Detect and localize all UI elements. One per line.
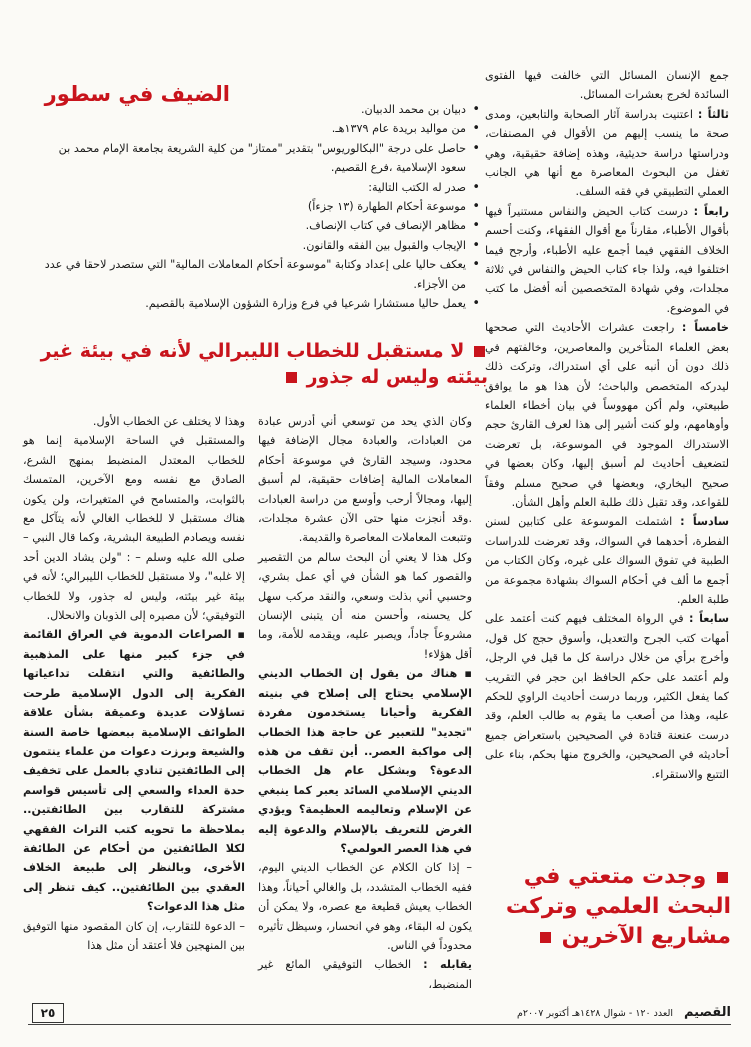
guest-item: • يعمل حاليا مستشارا شرعيا في فرع وزارة الشؤون الإسلامية بالقصيم. bbox=[30, 294, 480, 313]
paragraph bbox=[485, 202, 729, 318]
paragraph bbox=[485, 66, 729, 105]
column-right bbox=[485, 66, 729, 784]
paragraph bbox=[485, 105, 729, 202]
column-middle bbox=[258, 412, 472, 994]
paragraph bbox=[23, 431, 245, 625]
paragraph-text: والمستقبل في الساحة الإسلامية إنما هو للخطاب المعتدل المنضبط بمنهج الشرع، الصادق مع نفسه ومع الآخرين، المتمسك بالثوابت، والمتسامح في المتغيرات، ولن يكون هناك مستقبل لا للخطاب الغالي لأنه يتآكل مع نفسه ويصادم الطبيعة البشرية، وكما قال النبي – صلى الله عليه وسلم – : "ولن يشاد الدين أحد إلا غلبه"، ولا مستقبل للخطاب الليبرالي؛ لأنه في بيئة غير بيئته، وليس له جذور، ولا للخطاب التوفيقي؛ لأن مصيره إلى الذوبان والانحلال. bbox=[23, 434, 245, 623]
guest-list bbox=[30, 100, 480, 313]
paragraph-text: جمع الإنسان المسائل التي خالفت فيها الفتوى السائدة لخرج بعشرات المسائل. bbox=[485, 69, 729, 102]
paragraph bbox=[485, 512, 729, 609]
square-bullet-icon bbox=[540, 932, 551, 943]
guest-item: • من مواليد بريدة عام ١٣٧٩هـ. bbox=[30, 119, 480, 138]
paragraph bbox=[258, 548, 472, 664]
square-bullet-icon bbox=[474, 346, 485, 357]
paragraph bbox=[258, 664, 472, 858]
paragraph-text: ▪ الصراعات الدموية في العراق القائمة في جزء كبير منها على المذهبية والطائفية والتي انتقلت تداعياتها الفكرية إلى الدول الإسلامية طرحت تساؤلات عديدة وعميقة بشأن علاقة الطوائف الإسلامية ببعضها خاصة السنة والشيعة وبرزت دعوات من علماء ينتمون إلى الطائفتين تنادي بالعمل على تخفيف حدة العداء والسعي إلى تأسيس قواسم مشتركة للتقارب بين الطائفتين.. بملاحظة ما تحويه كتب التراث الفقهي لكلا الطائفتين من أحكام عن الطائفة الأخرى، وبالنظر إلى طبيعة الخلاف العقدي بين الطائفتين.. كيف تنظر إلى مثل هذا الدعوات؟ bbox=[23, 628, 245, 914]
guest-item: • مظاهر الإنصاف في كتاب الإنصاف. bbox=[30, 216, 480, 235]
guest-item: • موسوعة أحكام الطهارة (١٣ جزءاً) bbox=[30, 197, 480, 216]
paragraph-text: وهذا لا يختلف عن الخطاب الأول. bbox=[92, 415, 245, 428]
guest-item: • يعكف حاليا على إعداد وكتابة "موسوعة أحكام المعاملات المالية" التي ستصدر لاحقا في عدد من الأجزاء. bbox=[30, 255, 480, 294]
paragraph-lead: رابعاً : bbox=[693, 204, 729, 218]
paragraph-lead: يقابله : bbox=[423, 958, 472, 972]
square-bullet-icon bbox=[717, 872, 728, 883]
paragraph-text: اشتملت الموسوعة على كتابين لسنن الفطرة، أحدهما في السواك، وقد تعرضت للدراسات الطبية في تفوق السواك على غيره، وكان الكتاب من أجمع ما ألف في أحكام السواك بشهادة مجموعة من طلبة العلم. bbox=[485, 515, 729, 606]
paragraph bbox=[258, 412, 472, 548]
paragraph bbox=[485, 609, 729, 784]
square-bullet-icon bbox=[286, 372, 297, 383]
guest-item: • صدر له الكتب التالية: bbox=[30, 178, 480, 197]
paragraph-text: الخطاب التوفيقي المائع غير المنضبط، bbox=[258, 958, 472, 991]
paragraph-text: وكل هذا لا يعني أن البحث سالم من التقصير والقصور كما هو الشأن في أي عمل بشري، وحسبي أني بذلت وسعي، والنقد مركب سهل كل يحسنه، وأحسن منه أن يتبنى الإنسان مشروعاً جاداً، ويصبر عليه، ويقدمه للأمة، وما أقل هؤلاء! bbox=[258, 550, 472, 661]
column-left bbox=[23, 412, 245, 955]
paragraph-text: راجعت عشرات الأحاديث التي صححها بعض العلماء المتأخرين والمعاصرين، وخالفتهم في ذلك دون أن أنبه على أي استدراك، وتركت ذلك ليدركه المتخصص والباحث؛ لأن هذا هو ما يوافق طبيعتي، ولم أكن مهووساً في بيان أخطاء العلماء وأوهامهم، ولو كنت أشير إلى هذا لعرف القارئ حجم الاستدراك الموجود في الموسوعة، بل تعرضت لتضعيف أحاديث لم أسبق إليها، وكان بعضها في صحيح البخاري، وبعضها في صحيح مسلم وفقاً للقواعد، وقد تقبل ذلك طلبة العلم وأهل الشأن. bbox=[485, 321, 729, 509]
paragraph bbox=[23, 917, 245, 956]
paragraph bbox=[258, 955, 472, 994]
paragraph-text: درست كتاب الحيض والنفاس مستنيراً فيها بأقوال الأطباء، مقارناً مع أقوال الفقهاء، وكنت أحسم الخلاف الفقهي فيما أجمع عليه الأطباء، وأرجح فيما اختلفوا فيه، ولذا جاء كتاب الحيض والنفاس في ثلاثة مجلدات، وفي شهادة المتخصصين أنه أفضل ما كتب في الموضوع. bbox=[485, 204, 729, 315]
paragraph bbox=[485, 318, 729, 512]
paragraph-text: وكان الذي يحد من توسعي أني أدرس عبادة من العبادات، والعبادة مجال الإضافة فيها محدود، وسيجد القارئ في موسوعة أحكام المعاملات المالية إضافات حقيقية، لم أسبق إليها، ومجالاً أرحب وأوسع من دراسة العبادات .وقد أنجزت منها حتى الآن عشرة مجلدات، وتتبعت المعاملات المعاصرة والقديمة. bbox=[258, 415, 472, 545]
paragraph-lead: سادساً : bbox=[680, 515, 730, 529]
paragraph bbox=[258, 858, 472, 955]
pull-quote bbox=[481, 862, 731, 952]
guest-item: • دبيان بن محمد الدبيان. bbox=[30, 100, 480, 119]
paragraph-text: في الرواة المختلف فيهم كنت أعتمد على أمهات كتب الجرح والتعديل، وأسوق حجج كل قول، وأخرج برأي من خلال دراسة كل ما قيل في الرجل، ولم أعتمد على حكم الحافظ ابن حجر في التقريب كما يفعل الكثير، وربما درست أحاديث الراوي للحكم عليه، وهذا من أصعب ما يقوم به طالب العلم، وقد درست عنعنة قتادة في الصحيحين باستعراض جميع أحاديثه في الصحيحين، والخروج منها بحكم، بناء على التتبع والاستقراء. bbox=[485, 612, 729, 781]
paragraph bbox=[23, 625, 245, 916]
page-number: ٢٥ bbox=[32, 1003, 64, 1023]
magazine-name: القصيم bbox=[683, 1005, 731, 1020]
issue-info: العدد ١٢٠ - شوال ١٤٢٨هـ أكتوبر ٢٠٠٧م bbox=[517, 1008, 673, 1019]
paragraph-text: – الدعوة للتقارب، إن كان المقصود منها التوفيق بين المنهجين فلا أعتقد أن مثل هذا bbox=[23, 919, 245, 952]
paragraph-text: اعتنيت بدراسة آثار الصحابة والتابعين، ومدى صحة ما ينسب إليهم من الأقوال في المصنفات، ودراستها دراسة حديثية، وهذه إضافة حقيقية، وهي تغفل من البحوث المعاصرة مع أنها هي الجانب العملي التطبيقي في فقه السلف. bbox=[485, 107, 729, 199]
headline bbox=[28, 338, 488, 390]
paragraph-text: ▪ هناك من يقول إن الخطاب الديني الإسلامي يحتاج إلى إصلاح في بنيته الفكرية وأحيانا يستخدمون مفردة "تجديد" للتعبير عن حاجة هذا الخطاب إلى مواكبة العصر.. أين تقف من هذه الدعوة؟ وبشكل عام هل الخطاب الديني الإسلامي السائد يعبر كما ينبغي عن الإسلام وتعاليمه العظيمة؟ ويؤدي الغرض للتعريف بالإسلام والدعوة إليه في هذا العصر العولمي؟ bbox=[258, 667, 472, 855]
footer-divider bbox=[28, 1024, 731, 1025]
guest-title: الضيف في سطور bbox=[44, 82, 230, 106]
headline-text: لا مستقبل للخطاب الليبرالي لأنه في بيئة غير بيئته وليس له جذور bbox=[40, 340, 488, 388]
paragraph-text: – إذا كان الكلام عن الخطاب الديني اليوم، ففيه الخطاب المتشدد، بل والغالي أحياناً، وهذا الخطاب يعيش قطيعة مع عصره، ولا يمكن أن يكون له البقاء، وهو في انحسار، وسيظل تأثيره محدوداً في الناس. bbox=[258, 861, 472, 952]
paragraph-lead: خامساً : bbox=[681, 321, 729, 335]
pull-quote-text: وجدت متعتي في البحث العلمي وتركت مشاريع الآخرين bbox=[505, 864, 731, 949]
guest-item: • الإيجاب والقبول بين الفقه والقانون. bbox=[30, 236, 480, 255]
guest-item: • حاصل على درجة "البكالوريوس" بتقدير "ممتاز" من كلية الشريعة بجامعة الإمام محمد بن سعود الإسلامية ،فرع القصيم. bbox=[30, 139, 480, 178]
paragraph-lead: ثالثاً : bbox=[697, 107, 729, 121]
paragraph-lead: سابعاً : bbox=[688, 612, 730, 626]
paragraph bbox=[23, 412, 245, 431]
